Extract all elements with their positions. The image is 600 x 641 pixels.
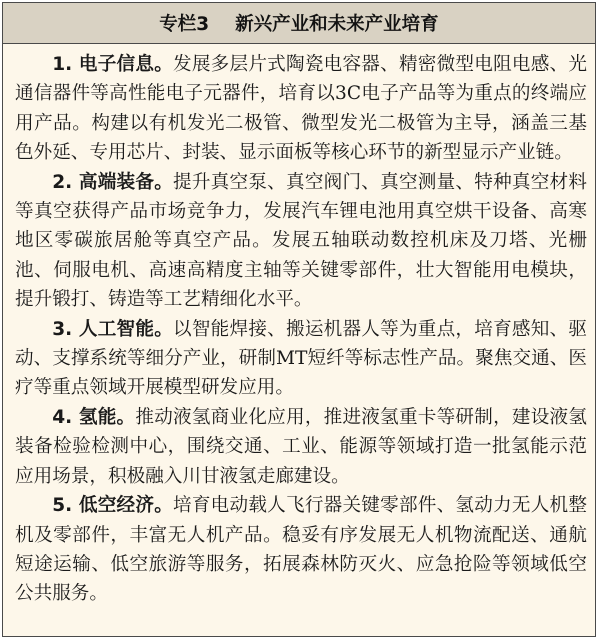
section-body: 以智能焊接、搬运机器人等为重点，培育感知、驱动、支撑系统等细分产业，研制MT短纤等标志性产品。聚焦交通、医疗等重点领域开展模型研发应用。	[15, 318, 587, 399]
section-heading: 5. 低空经济。	[52, 495, 174, 517]
column-box	[2, 2, 596, 637]
section-body: 发展多层片式陶瓷电容器、精密微型电阻电感、光通信器件等高性能电子元器件，培育以3C电子产品等为重点的终端应用产品。构建以有机发光二极管、微型发光二极管为主导，涵盖三基色外延、专用芯片、封装、显示面板等核心环节的新型显示产业链。	[15, 54, 587, 164]
section-electronics	[15, 50, 587, 168]
section-hydrogen	[15, 403, 587, 491]
section-body: 推动液氢商业化应用，推进液氢重卡等研制，建设液氢装备检验检测中心，围绕交通、工业、能源等领域打造一批氢能示范应用场景，积极融入川甘液氢走廊建设。	[15, 406, 587, 487]
column-header	[3, 3, 595, 44]
column-title: 新兴产业和未来产业培育	[235, 14, 439, 35]
section-heading: 3. 人工智能。	[52, 318, 174, 340]
column-content	[3, 44, 595, 609]
section-body: 提升真空泵、真空阀门、真空测量、特种真空材料等真空获得产品市场竞争力，发展汽车锂电池用真空烘干设备、高寒地区零碳旅居舱等真空产品。发展五轴联动数控机床及刀塔、光栅池、伺服电机、高速高精度主轴等关键零部件，壮大智能用电模块，提升锻打、铸造等工艺精细化水平。	[15, 171, 587, 311]
section-ai	[15, 315, 587, 403]
section-heading: 4. 氢能。	[52, 406, 136, 428]
section-body: 培育电动载人飞行器关键零部件、氢动力无人机整机及零部件，丰富无人机产品。稳妥有序发展无人机物流配送、通航短途运输、低空旅游等服务，拓展森林防灭火、应急抢险等领域低空公共服务。	[15, 495, 587, 605]
section-heading: 1. 电子信息。	[52, 54, 174, 75]
section-low-altitude	[15, 491, 587, 609]
section-equipment	[15, 168, 587, 315]
section-heading: 2. 高端装备。	[52, 171, 174, 193]
column-label: 专栏3	[159, 14, 210, 35]
